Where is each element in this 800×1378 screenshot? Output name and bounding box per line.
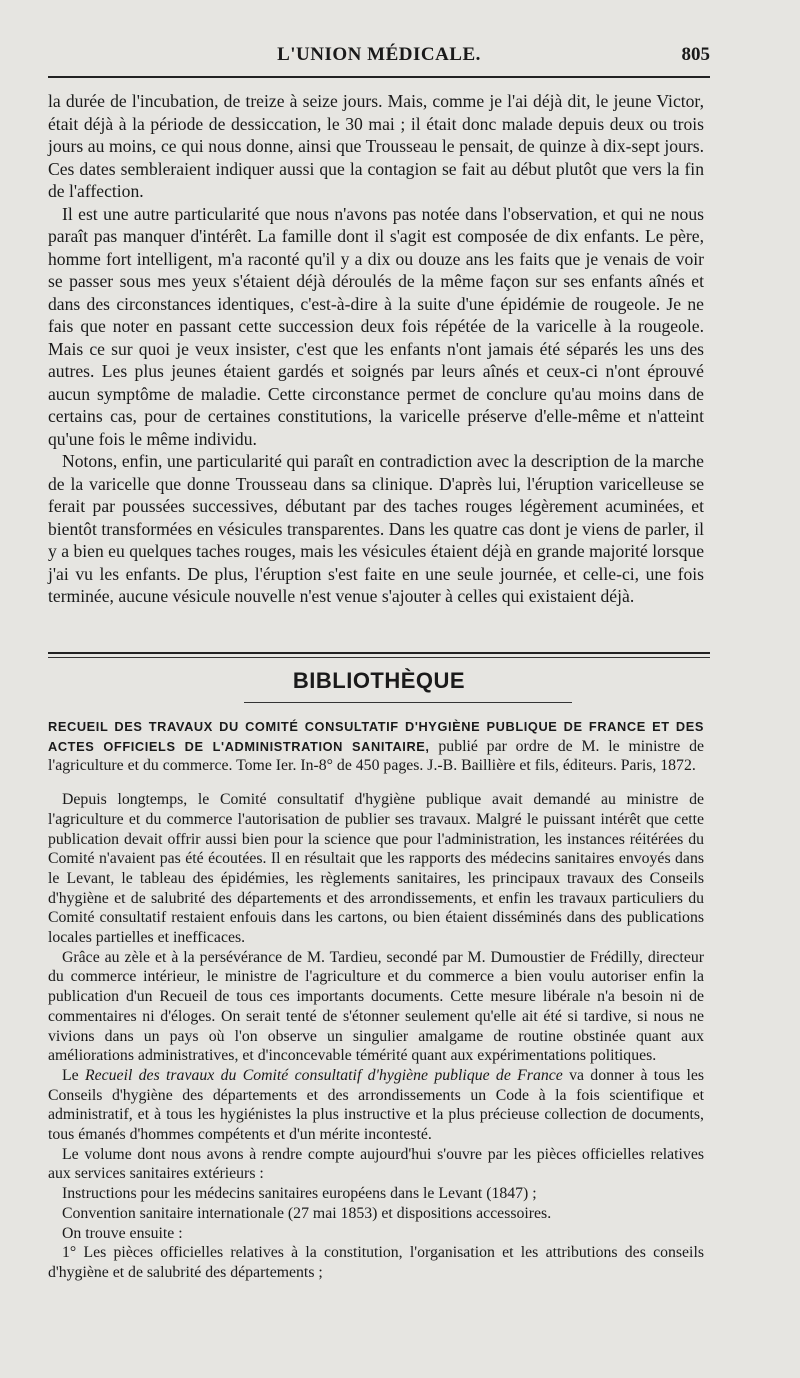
running-title: L'UNION MÉDICALE. — [277, 44, 481, 65]
article-paragraph: Il est une autre particularité que nous n'avons pas notée dans l'observation, et qui ne nous paraît pas manquer d'intérêt. La famille dont il s'agit est composée de dix enfants. Le père, homme fort intelligent, m'a raconté qu'il y a dix ou douze ans les faits que je venais de voir se passer sous mes yeux s'étaient déjà déroulés de la même façon sur ses enfants aînés et dans des circonstances identiques, c'est-à-dire à la suite d'une épidémie de rougeole. Je ne fais que noter en passant cette succession deux fois répétée de la varicelle à la rougeole. Mais ce sur quoi je veux insister, c'est que les enfants n'ont jamais été séparés les uns des autres. Les plus jeunes étaient gardés et soignés par leurs aînés et ceux-ci n'ont éprouvé aucun symptôme de maladie. Cette circonstance permet de conclure qu'au moins dans de certains cas, pour de certaines constitutions, la varicelle préserve d'elle-même et n'atteint qu'une fois le même individu. — [48, 203, 704, 449]
entry-heading: RECUEIL DES TRAVAUX DU COMITÉ CONSULTATIF D'HYGIÈNE PUBLIQUE DE FRANCE ET DES ACTES OFFICIELS DE L'ADMINISTRATION SANITAIRE, — [48, 719, 704, 754]
article-paragraph: la durée de l'incubation, de treize à seize jours. Mais, comme je l'ai déjà dit, le jeune Victor, était déjà à la période de dessiccation, le 30 mai ; il était donc malade depuis deux ou trois jours au moins, ce qui nous donne, ainsi que Trousseau le pensait, de quinze à dix-sept jours. Ces dates sembleraient indiquer aussi que la contagion se fait au début plutôt que vers la fin de l'affection. — [48, 91, 704, 201]
section-title-underline — [244, 702, 572, 703]
list-item: Instructions pour les médecins sanitaires européens dans le Levant (1847) ; — [62, 1185, 537, 1203]
page-number: 805 — [681, 44, 710, 65]
review-paragraph: 1° Les pièces officielles relatives à la constitution, l'organisation et les attributions des conseils d'hygiène et de salubrité des départements ; — [48, 1244, 704, 1281]
review-text: va donner à tous les Conseils d'hygiène des départements et des arrondissements un Code à la fois scientifique et administratif, et à tous les hygiénistes la plus instructive et la plus précieuse collection de documents, tous émanés d'hommes compétents et d'un mérite incontesté. — [48, 1066, 704, 1144]
review-paragraph: On trouve ensuite : — [62, 1224, 183, 1242]
review-paragraph: Le volume dont nous avons à rendre compte aujourd'hui s'ouvre par les pièces officielles relatives aux services sanitaires extérieurs : — [48, 1145, 704, 1183]
review-paragraph: Depuis longtemps, le Comité consultatif d'hygiène publique avait demandé au ministre de l'agriculture et du commerce l'autorisation de publier ses travaux. Malgré le puissant intérêt que cette publication devait offrir aussi bien pour la science que pour l'administration, les instances réitérées du Comité n'avaient pas été écoutées. Il en résultait que les rapports des médecins sanitaires envoyés dans le Levant, le tableau des épidémies, les règlements sanitaires, les principaux travaux des Conseils d'hygiène et de salubrité des départements et des arrondissements, et enfin les travaux particuliers du Comité consultatif restaient enfouis dans les cartons, ou bien étaient disséminés dans des publications locales partielles et inefficaces. — [48, 791, 704, 947]
review-paragraph: Grâce au zèle et à la persévérance de M. Tardieu, secondé par M. Dumoustier de Frédilly, directeur du commerce intérieur, le ministre de l'agriculture et du commerce a bien voulu autoriser enfin la publication d'un Recueil de tous ces importants documents. Cette mesure libérale n'a besoin ni de commentaires ni d'éloges. On serait tenté de s'étonner seulement qu'elle ait été si tardive, si nous ne vivions dans un pays où l'on observe un singulier amalgame de routine obstinée quant aux améliorations administratives, et d'inconcevable témérité quant aux expérimentations politiques. — [48, 948, 704, 1065]
list-item: Convention sanitaire internationale (27 mai 1853) et dispositions accessoires. — [62, 1204, 552, 1222]
section-rule-top — [48, 652, 710, 654]
header-rule — [48, 76, 710, 78]
section-title: BIBLIOTHÈQUE — [292, 668, 466, 693]
bibliography-entry — [48, 717, 704, 776]
entry-publication-info: publié par ordre de M. le ministre de l'agriculture et du commerce. Tome Ier. In-8° de 450 pages. J.-B. Baillière et fils, éditeurs. Paris, 1872. — [48, 737, 704, 775]
recueil-title: Recueil des travaux du Comité consultatif d'hygiène publique de France — [84, 1066, 563, 1084]
section-rule-bottom — [48, 657, 710, 658]
article-continuation — [48, 90, 704, 608]
bibliography-section — [48, 717, 704, 1283]
article-paragraph: Notons, enfin, une particularité qui paraît en contradiction avec la description de la marche de la varicelle que donne Trousseau dans sa clinique. D'après lui, l'éruption varicelleuse se ferait par poussées successives, débutant par des taches rouges légèrement acuminées, et bientôt transformées en vésicules transparentes. Dans les quatre cas dont je viens de parler, il y a bien eu quelques taches rouges, mais les vésicules étaient déjà en grande majorité lorsque j'ai vu les enfants. De plus, l'éruption s'est faite en une seule journée, et celle-ci, une fois terminée, aucune vésicule nouvelle n'est venue s'ajouter à celles qui existaient déjà. — [48, 451, 704, 606]
page-header — [48, 44, 710, 72]
review-paragraph — [48, 1066, 704, 1145]
review-text: Le — [62, 1066, 85, 1084]
